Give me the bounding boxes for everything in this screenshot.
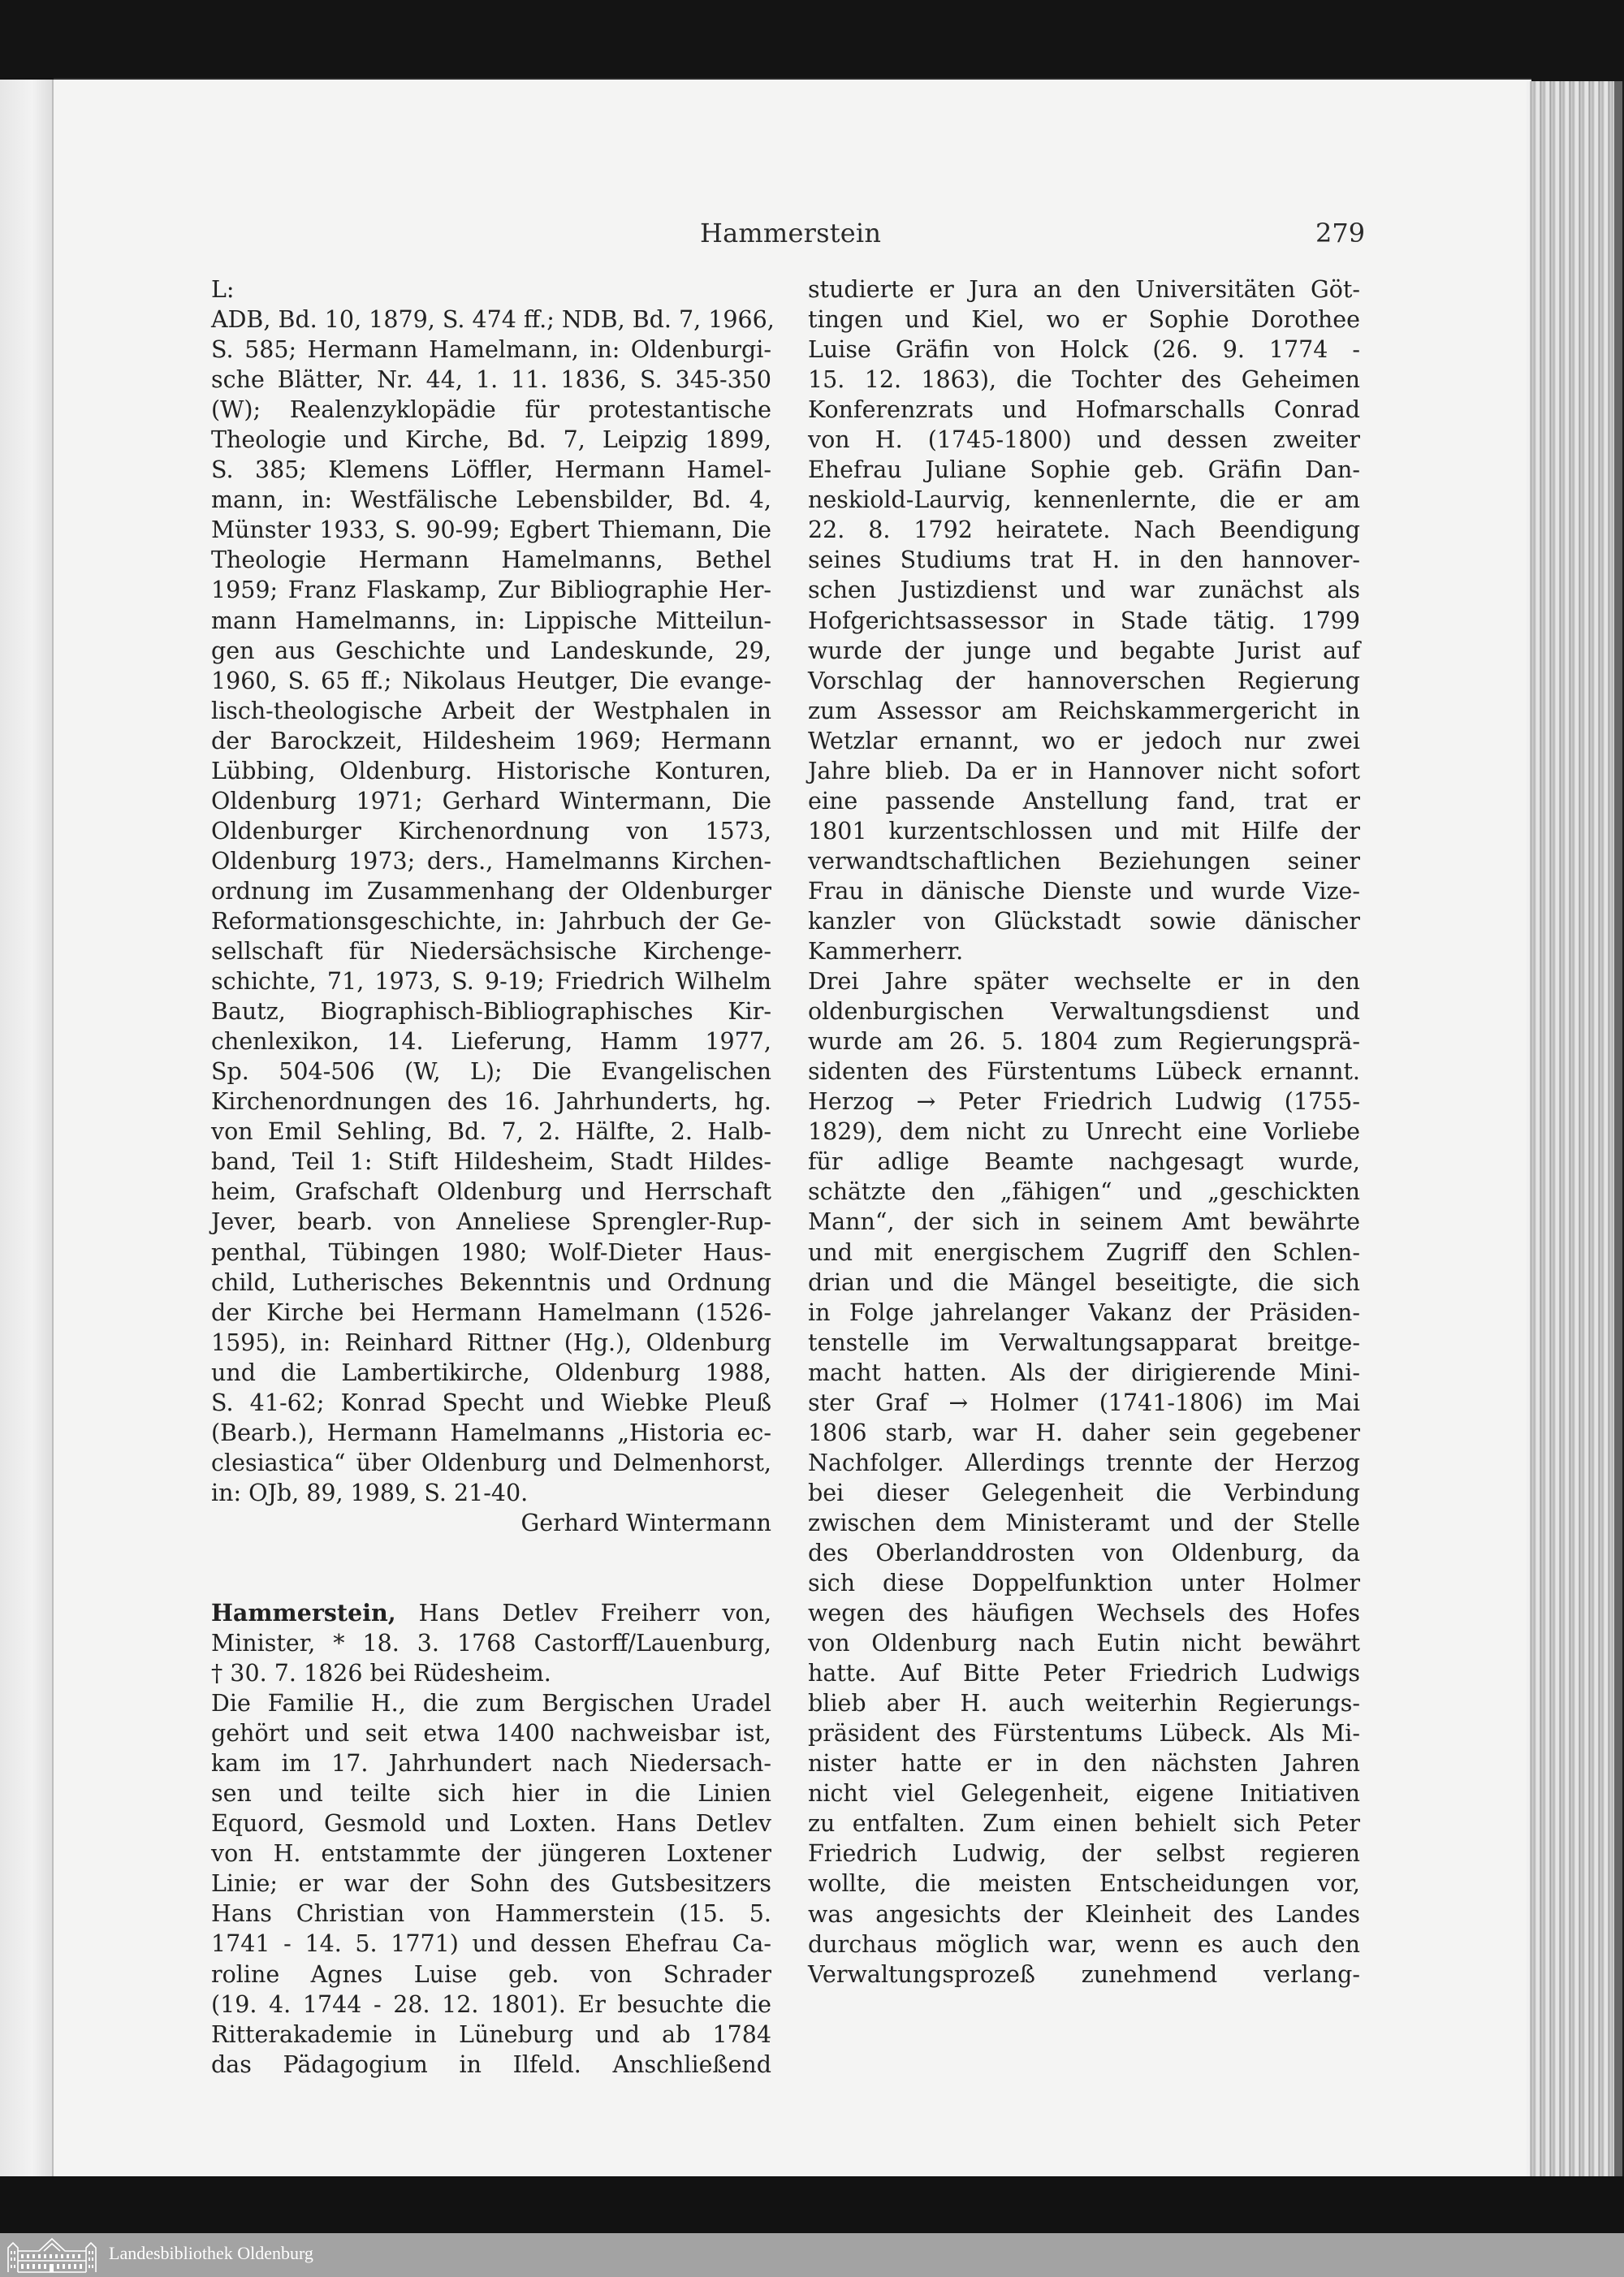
entry-name: Hans Detlev Freiherr von, bbox=[418, 1599, 772, 1627]
literature-line: Lübbing, Oldenburg. Historische Konturen, bbox=[211, 757, 771, 784]
entry-body-line: sen und teilte sich hier in die Linien bbox=[211, 1780, 771, 1808]
entry-body-line: Hans Christian von Hammerstein (15. 5. bbox=[211, 1900, 771, 1928]
literature-line: S. 385; Klemens Löffler, Hermann Hamel- bbox=[211, 456, 771, 484]
body-line: wurde der junge und begabte Jurist auf bbox=[808, 637, 1360, 664]
literature-line: Theologie Hermann Hamelmanns, Bethel bbox=[211, 547, 771, 574]
scan-background-bottom bbox=[0, 2176, 1624, 2233]
entry-headword: Hammerstein, bbox=[211, 1598, 396, 1627]
entry-body-line: kam im 17. Jahrhundert nach Niedersach- bbox=[211, 1750, 771, 1778]
literature-line: S. 41-62; Konrad Specht und Wiebke Pleuß bbox=[211, 1389, 771, 1416]
literature-line: heim, Grafschaft Oldenburg und Herrschaft bbox=[211, 1178, 771, 1206]
literature-line: S. 585; Hermann Hamelmann, in: Oldenburgi- bbox=[211, 336, 771, 364]
scan-background-top bbox=[0, 0, 1624, 81]
body-line: zwischen dem Ministeramt und der Stelle bbox=[808, 1509, 1360, 1536]
body-line: verwandtschaftlichen Beziehungen seiner bbox=[808, 847, 1360, 875]
body-line: 1829), dem nicht zu Unrecht eine Vorliebe bbox=[808, 1118, 1360, 1146]
literature-line: Sp. 504-506 (W, L); Die Evangelischen bbox=[211, 1058, 771, 1086]
literature-line: in: OJb, 89, 1989, S. 21-40. bbox=[211, 1479, 529, 1506]
literature-line: mann, in: Westfälische Lebensbilder, Bd. 4, bbox=[211, 486, 771, 514]
literature-line: 1595), in: Reinhard Rittner (Hg.), Oldenburg bbox=[211, 1329, 771, 1356]
literature-line: Jever, bearb. von Anneliese Sprengler-Rup- bbox=[211, 1208, 771, 1236]
literature-line: Kirchenordnungen des 16. Jahrhunderts, hg. bbox=[211, 1088, 771, 1116]
entry-body-line: gehört und seit etwa 1400 nachweisbar ist, bbox=[211, 1720, 771, 1748]
footer-bar bbox=[0, 2233, 1624, 2277]
literature-line: Oldenburg 1971; Gerhard Wintermann, Die bbox=[211, 787, 771, 814]
literature-line: lisch-theologische Arbeit der Westphalen in bbox=[211, 697, 771, 724]
body-line: nicht viel Gelegenheit, eigene Initiativen bbox=[808, 1780, 1360, 1808]
body-line: schätzte den „fähigen“ und „geschickten bbox=[808, 1178, 1360, 1206]
body-line: Konferenzrats und Hofmarschalls Conrad bbox=[808, 396, 1360, 424]
body-line: Jahre blieb. Da er in Hannover nicht sofort bbox=[808, 757, 1360, 784]
body-line: Hofgerichtsassessor in Stade tätig. 1799 bbox=[808, 607, 1360, 634]
body-line: Herzog → Peter Friedrich Ludwig (1755- bbox=[808, 1088, 1360, 1116]
body-line: tenstelle im Verwaltungsapparat breitge- bbox=[808, 1329, 1360, 1356]
literature-line: sellschaft für Niedersächsische Kirchenge- bbox=[211, 938, 771, 966]
entry-header-line: Minister, * 18. 3. 1768 Castorff/Lauenburg, bbox=[211, 1630, 771, 1657]
body-line: durchaus möglich war, wenn es auch den bbox=[808, 1930, 1360, 1958]
literature-line: der Barockzeit, Hildesheim 1969; Hermann bbox=[211, 727, 771, 754]
literature-label: L: bbox=[211, 276, 235, 303]
body-line: Wetzlar ernannt, wo er jedoch nur zwei bbox=[808, 727, 1360, 754]
body-line: Luise Gräfin von Holck (26. 9. 1774 - bbox=[808, 336, 1360, 364]
body-line: was angesichts der Kleinheit des Landes bbox=[808, 1900, 1360, 1928]
literature-line: ordnung im Zusammenhang der Oldenburger bbox=[211, 877, 771, 905]
body-line: macht hatten. Als der dirigierende Mini- bbox=[808, 1359, 1360, 1386]
body-line: von H. (1745-1800) und dessen zweiter bbox=[808, 426, 1360, 454]
page-stack-edges bbox=[1527, 81, 1622, 2176]
body-line: studierte er Jura an den Universitäten Göt- bbox=[808, 276, 1360, 303]
body-line: 22. 8. 1792 heiratete. Nach Beendigung bbox=[808, 516, 1360, 544]
literature-line: (Bearb.), Hermann Hamelmanns „Historia ec- bbox=[211, 1419, 771, 1446]
body-line: Kammerherr. bbox=[808, 938, 964, 966]
literature-line: clesiastica“ über Oldenburg und Delmenhorst, bbox=[211, 1449, 771, 1476]
literature-line: gen aus Geschichte und Landeskunde, 29, bbox=[211, 637, 771, 664]
body-line: wegen des häufigen Wechsels des Hofes bbox=[808, 1600, 1360, 1627]
body-line: kanzler von Glückstadt sowie dänischer bbox=[808, 907, 1360, 935]
entry-body-line: 1741 - 14. 5. 1771) und dessen Ehefrau Ca- bbox=[211, 1930, 771, 1958]
literature-line: der Kirche bei Hermann Hamelmann (1526- bbox=[211, 1298, 771, 1326]
entry-body-line: Ritterakademie in Lüneburg und ab 1784 bbox=[211, 2020, 771, 2048]
entry-header-line: † 30. 7. 1826 bei Rüdesheim. bbox=[211, 1660, 551, 1687]
body-line: Drei Jahre später wechselte er in den bbox=[808, 968, 1360, 996]
entry-body-line: Equord, Gesmold und Loxten. Hans Detlev bbox=[211, 1810, 771, 1838]
body-line: bei dieser Gelegenheit die Verbindung bbox=[808, 1479, 1360, 1506]
literature-line: penthal, Tübingen 1980; Wolf-Dieter Haus- bbox=[211, 1238, 771, 1266]
body-line: in Folge jahrelanger Vakanz der Präsiden- bbox=[808, 1298, 1360, 1326]
body-line: schen Justizdienst und war zunächst als bbox=[808, 577, 1360, 604]
body-line: und mit energischem Zugriff den Schlen- bbox=[808, 1238, 1360, 1266]
article-author: Gerhard Wintermann bbox=[520, 1509, 771, 1536]
body-line: 1806 starb, war H. daher sein gegebener bbox=[808, 1419, 1360, 1446]
facing-page-edge bbox=[0, 80, 54, 2181]
body-line: zum Assessor am Reichskammergericht in bbox=[808, 697, 1360, 724]
literature-line: von Emil Sehling, Bd. 7, 2. Hälfte, 2. Halb- bbox=[211, 1118, 771, 1146]
entry-body-line: von H. entstammte der jüngeren Loxtener bbox=[211, 1840, 771, 1868]
body-line: neskiold-Laurvig, kennenlernte, die er am bbox=[808, 486, 1360, 514]
body-line: sidenten des Fürstentums Lübeck ernannt. bbox=[808, 1058, 1360, 1086]
entry-body-line: das Pädagogium in Ilfeld. Anschließend bbox=[211, 2050, 771, 2078]
page-number: 279 bbox=[1315, 218, 1366, 248]
entry-header-line bbox=[211, 1598, 771, 1628]
body-line: 15. 12. 1863), die Tochter des Geheimen bbox=[808, 366, 1360, 394]
literature-line: Reformationsgeschichte, in: Jahrbuch der Ge- bbox=[211, 907, 771, 935]
literature-line: Bautz, Biographisch-Bibliographisches Kir- bbox=[211, 998, 771, 1026]
body-line: Nachfolger. Allerdings trennte der Herzog bbox=[808, 1449, 1360, 1476]
body-line: hatte. Auf Bitte Peter Friedrich Ludwigs bbox=[808, 1660, 1360, 1687]
biography-entry bbox=[211, 1598, 771, 2080]
body-line: präsident des Fürstentums Lübeck. Als Mi- bbox=[808, 1720, 1360, 1748]
body-line: 1801 kurzentschlossen und mit Hilfe der bbox=[808, 817, 1360, 845]
literature-line: sche Blätter, Nr. 44, 1. 11. 1836, S. 345-350 bbox=[211, 366, 771, 394]
entry-body-line: Linie; er war der Sohn des Gutsbesitzers bbox=[211, 1870, 771, 1898]
literature-line: chenlexikon, 14. Lieferung, Hamm 1977, bbox=[211, 1028, 771, 1056]
literature-line: mann Hamelmanns, in: Lippische Mitteilun- bbox=[211, 607, 771, 634]
literature-line: (W); Realenzyklopädie für protestantische bbox=[211, 396, 771, 424]
body-line: oldenburgischen Verwaltungsdienst und bbox=[808, 998, 1360, 1026]
entry-body-line: (19. 4. 1744 - 28. 12. 1801). Er besuchte die bbox=[211, 1990, 771, 2018]
body-line: eine passende Anstellung fand, trat er bbox=[808, 787, 1360, 814]
literature-line: Theologie und Kirche, Bd. 7, Leipzig 1899, bbox=[211, 426, 771, 454]
body-line: sich diese Doppelfunktion unter Holmer bbox=[808, 1570, 1360, 1597]
body-line: Frau in dänische Dienste und wurde Vize- bbox=[808, 877, 1360, 905]
body-line: wurde am 26. 5. 1804 zum Regierungsprä- bbox=[808, 1028, 1360, 1056]
body-line: Ehefrau Juliane Sophie geb. Gräfin Dan- bbox=[808, 456, 1360, 484]
literature-line: band, Teil 1: Stift Hildesheim, Stadt Hildes- bbox=[211, 1148, 771, 1176]
literature-line: 1960, S. 65 ff.; Nikolaus Heutger, Die evange- bbox=[211, 667, 771, 694]
body-line: Vorschlag der hannoverschen Regierung bbox=[808, 667, 1360, 694]
running-head: Hammerstein bbox=[700, 218, 882, 248]
body-line: für adlige Beamte nachgesagt wurde, bbox=[808, 1148, 1360, 1176]
entry-body-line: Die Familie H., die zum Bergischen Uradel bbox=[211, 1690, 771, 1717]
literature-line: Oldenburg 1973; ders., Hamelmanns Kirchen- bbox=[211, 847, 771, 875]
body-line: Verwaltungsprozeß zunehmend verlang- bbox=[808, 1960, 1360, 1988]
body-line: ster Graf → Holmer (1741-1806) im Mai bbox=[808, 1389, 1360, 1416]
literature-list bbox=[211, 305, 775, 1508]
body-line: wollte, die meisten Entscheidungen vor, bbox=[808, 1870, 1360, 1898]
entry-body-line: roline Agnes Luise geb. von Schrader bbox=[211, 1960, 771, 1988]
literature-line: 1959; Franz Flaskamp, Zur Bibliographie Her- bbox=[211, 577, 771, 604]
body-line: von Oldenburg nach Eutin nicht bewährt bbox=[808, 1630, 1360, 1657]
body-line: Friedrich Ludwig, der selbst regieren bbox=[808, 1840, 1360, 1868]
body-line: zu entfalten. Zum einen behielt sich Peter bbox=[808, 1810, 1360, 1838]
library-building-icon bbox=[6, 2236, 97, 2274]
literature-line: schichte, 71, 1973, S. 9-19; Friedrich Wilhelm bbox=[211, 968, 771, 996]
institution-name: Landesbibliothek Oldenburg bbox=[109, 2243, 313, 2263]
body-line: seines Studiums trat H. in den hannover- bbox=[808, 547, 1360, 574]
left-column bbox=[211, 274, 775, 2080]
literature-line: und die Lambertikirche, Oldenburg 1988, bbox=[211, 1359, 771, 1386]
body-line: des Oberlanddrosten von Oldenburg, da bbox=[808, 1539, 1360, 1566]
literature-line: Münster 1933, S. 90-99; Egbert Thiemann, Die bbox=[211, 516, 771, 544]
entry-separator bbox=[211, 1538, 771, 1598]
literature-line: Oldenburger Kirchenordnung von 1573, bbox=[211, 817, 771, 845]
body-line: drian und die Mängel beseitigte, die sich bbox=[808, 1268, 1360, 1296]
literature-line: child, Lutherisches Bekenntnis und Ordnung bbox=[211, 1268, 771, 1296]
right-column bbox=[808, 274, 1360, 1990]
body-line: nister hatte er in den nächsten Jahren bbox=[808, 1750, 1360, 1778]
body-line: blieb aber H. auch weiterhin Regierungs- bbox=[808, 1690, 1360, 1717]
literature-line: ADB, Bd. 10, 1879, S. 474 ff.; NDB, Bd. 7, 1966, bbox=[211, 306, 775, 334]
body-line: Mann“, der sich in seinem Amt bewährte bbox=[808, 1208, 1360, 1236]
body-line: tingen und Kiel, wo er Sophie Dorothee bbox=[808, 306, 1360, 334]
